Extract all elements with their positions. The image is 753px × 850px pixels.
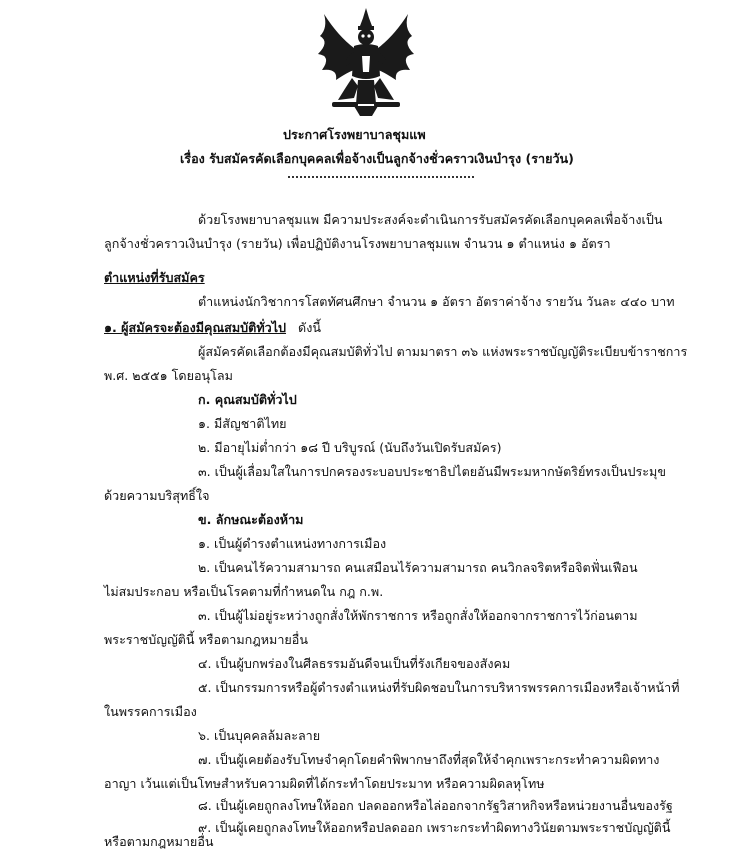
section1-heading: ๑. ผู้สมัครจะต้องมีคุณสมบัติทั่วไป (104, 320, 287, 335)
section1-heading-row (104, 320, 321, 336)
item-b3-line-2: พระราชบัญญัตินี้ หรือตามกฎหมายอื่น (104, 632, 308, 647)
intro-line-1: ด้วยโรงพยาบาลชุมแพ มีความประสงค์จะดำเนินการรับสมัครคัดเลือกบุคคลเพื่อจ้างเป็น (198, 212, 663, 227)
section1-intro-line-1: ผู้สมัครคัดเลือกต้องมีคุณสมบัติทั่วไป ตามมาตรา ๓๖ แห่งพระราชบัญญัติระเบียบข้าราชการ (198, 344, 688, 359)
separator-dotted-line (288, 176, 474, 178)
item-a3-line-1: ๓. เป็นผู้เลื่อมใสในการปกครองระบอบประชาธิปไตยอันมีพระมหากษัตริย์ทรงเป็นประมุข (198, 464, 666, 479)
announcement-subject: เรื่อง รับสมัครคัดเลือกบุคคลเพื่อจ้างเป็นลูกจ้างชั่วคราวเงินบำรุง (รายวัน) (180, 151, 574, 166)
item-b7-line-2: อาญา เว้นแต่เป็นโทษสำหรับความผิดที่ได้กระทำโดยประมาท หรือความผิดลหุโทษ (104, 776, 545, 791)
item-b4: ๔. เป็นผู้บกพร่องในศีลธรรมอันดีจนเป็นที่รังเกียจของสังคม (198, 656, 511, 671)
item-b5-line-2: ในพรรคการเมือง (104, 704, 197, 719)
position-text: ตำแหน่งนักวิชาการโสตทัศนศึกษา จำนวน ๑ อัตรา อัตราค่าจ้าง รายวัน วันละ ๔๔๐ บาท (198, 294, 675, 309)
section1-intro-line-2: พ.ศ. ๒๕๕๑ โดยอนุโลม (104, 368, 233, 383)
position-heading: ตำแหน่งที่รับสมัคร (104, 270, 205, 285)
item-b8: ๘. เป็นผู้เคยถูกลงโทษให้ออก ปลดออกหรือไล่ออกจากรัฐวิสาหกิจหรือหน่วยงานอื่นของรัฐ (198, 798, 673, 813)
item-a2: ๒. มีอายุไม่ต่ำกว่า ๑๘ ปี บริบูรณ์ (นับถึงวันเปิดรับสมัคร) (198, 440, 502, 455)
section1-heading-suffix: ดังนี้ (298, 320, 321, 335)
item-b9-line-2: หรือตามกฎหมายอื่น (104, 834, 214, 849)
sub-a-heading: ก. คุณสมบัติทั่วไป (198, 392, 297, 407)
item-b3-line-1: ๓. เป็นผู้ไม่อยู่ระหว่างถูกสั่งให้พักราชการ หรือถูกสั่งให้ออกจากราชการไว้ก่อนตาม (198, 608, 638, 623)
item-b2-line-2: ไม่สมประกอบ หรือเป็นโรคตามที่กำหนดใน กฎ ก.พ. (104, 584, 384, 599)
garuda-emblem-icon (314, 6, 418, 118)
item-b1: ๑. เป็นผู้ดำรงตำแหน่งทางการเมือง (198, 536, 387, 551)
item-b5-line-1: ๕. เป็นกรรมการหรือผู้ดำรงตำแหน่งที่รับผิดชอบในการบริหารพรรคการเมืองหรือเจ้าหน้าที่ (198, 680, 680, 695)
item-b9-line-1: ๙. เป็นผู้เคยถูกลงโทษให้ออกหรือปลดออก เพราะกระทำผิดทางวินัยตามพระราชบัญญัตินี้ (198, 820, 671, 835)
item-b2-line-1: ๒. เป็นคนไร้ความสามารถ คนเสมือนไร้ความสามารถ คนวิกลจริตหรือจิตฟั่นเฟือน (198, 560, 638, 575)
announcement-org-title: ประกาศโรงพยาบาลชุมแพ (283, 127, 426, 142)
sub-b-heading: ข. ลักษณะต้องห้าม (198, 512, 304, 527)
item-a1: ๑. มีสัญชาติไทย (198, 416, 287, 431)
item-b6: ๖. เป็นบุคคลล้มละลาย (198, 728, 321, 743)
item-b7-line-1: ๗. เป็นผู้เคยต้องรับโทษจำคุกโดยคำพิพากษาถึงที่สุดให้จำคุกเพราะกระทำความผิดทาง (198, 752, 660, 767)
item-a3-line-2: ด้วยความบริสุทธิ์ใจ (104, 488, 210, 503)
intro-line-2: ลูกจ้างชั่วคราวเงินบำรุง (รายวัน) เพื่อปฏิบัติงานโรงพยาบาลชุมแพ จำนวน ๑ ตำแหน่ง ๑ อัตรา (104, 236, 611, 251)
